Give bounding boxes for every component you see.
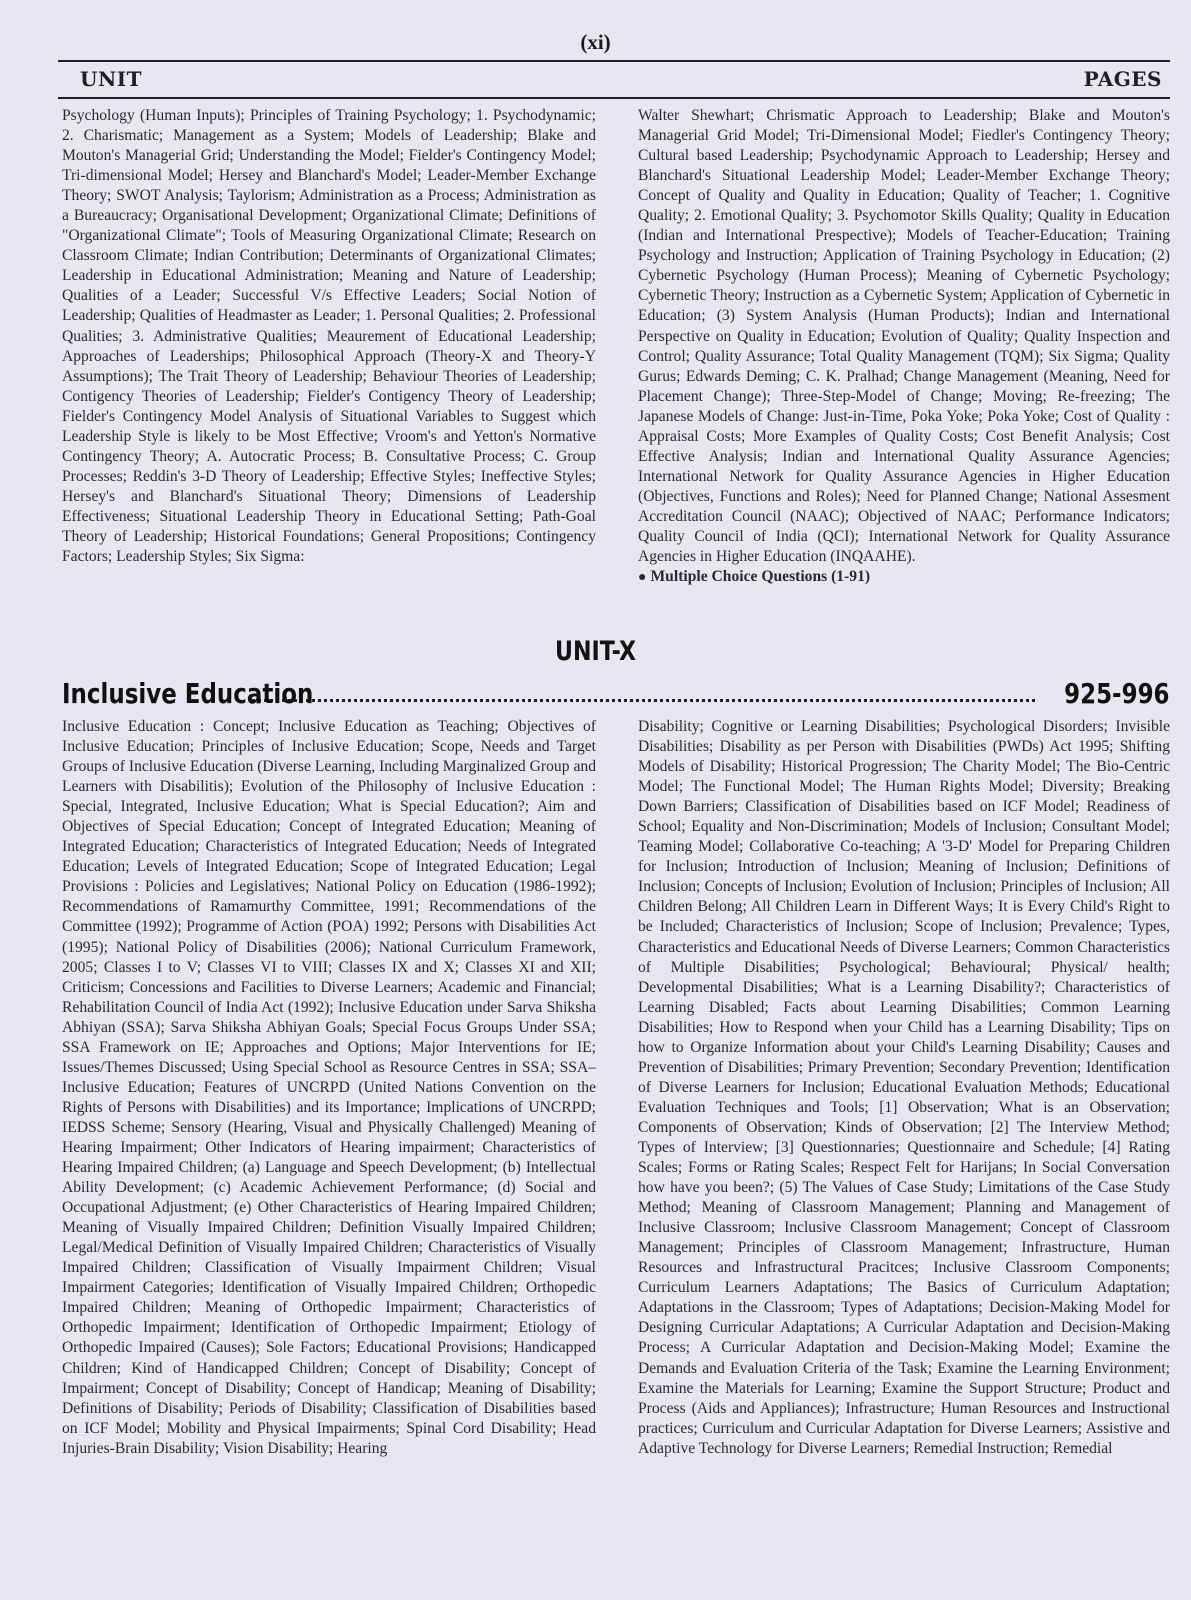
header-rule [58,97,1170,99]
top-rule [58,60,1170,62]
bottom-left-column [62,717,596,1459]
bullet-icon: ● [638,570,647,586]
top-right-text: Walter Shewhart; Chrismatic Approach to Leadership; Blake and Mouton's Managerial Grid Model; Tri-Dimensional Model; Fiedler's Contingency Theory; Cultural based Leadership; Psychodynamic Approach to Leadership; Hersey and Blanchard's Situational Leadership Model; Leader-Member Exchange Theory; Concept of Quality and Quality in Education; Quality of Teacher; 1. Cognitive Quality; 2. Emotional Quality; 3. Psychomotor Skills Quality; Quality in Education (Indian and International Prespective); Models of Teacher-Education; Training Psychology and Instruction; Application of Training Psychology in Education; (2) Cybernetic Psychology (Human Process); Meaning of Cybernetic Psychology; Cybernetic Theory; Instruction as a Cybernetic System; Application of Cybernetic in Education; (3) System Analysis (Human Products); Indian and International Perspective on Quality in Education; Evolution of Quality; Quality Inspection and Control; Quality Assurance; Total Quality Management (TQM); Six Sigma; Quality Gurus; Edwards Deming; C. K. Pralhad; Change Management (Meaning, Need for Placement Change); Three-Step-Model of Change; Moving; Re-freezing; The Japanese Models of Change: Just-in-Time, Poka Yoke; Poka Yoke; Cost of Quality : Appraisal Costs; More Examples of Quality Costs; Cost Benefit Analysis; Cost Effective Analysis; Indian and International Quality Assurance Agencies; International Network for Quality Assurance Agencies in Higher Education (Objectives, Functions and Roles); Need for Planned Change; National Assesment Accreditation Council (NAAC); Objectived of NAAC; Performance Indicators; Quality Council of India (QCI); International Network for Quality Assurance Agencies in Higher Education (INQAAHE). [638,107,1170,566]
top-right-column [638,106,1170,588]
section-page-range: 925-996 [1064,677,1170,710]
mcq-label: Multiple Choice Questions (1-91) [650,568,871,586]
page-number: (xi) [580,30,611,54]
section-heading [62,670,1170,710]
unit-column-header: UNIT [80,67,142,91]
section-name: Inclusive Education [62,677,314,710]
unit-title: UNIT-X [554,636,637,667]
top-left-column [62,106,596,567]
table-header [80,67,1162,97]
pages-column-header: PAGES [1083,67,1162,91]
dot-leader [252,698,1035,702]
mcq-line [638,567,1170,588]
bottom-left-text: Inclusive Education : Concept; Inclusive Education as Teaching; Objectives of Inclusive Education; Principles of Inclusive Education; Scope, Needs and Target Groups of Inclusive Education (Diverse Learning, Including Marginalized Group and Learners with Disabilitis); Evolution of the Philosophy of Inclusive Education : Special, Integrated, Inclusive Education; What is Special Education?; Aim and Objectives of Special Education; Concept of Integrated Education; Meaning of Integrated Education; Characteristics of Integrated Education; Needs of Integrated Education; Levels of Integrated Education; Scope of Integrated Education; Legal Provisions : Policies and Legislatives; National Policy on Education (1986-1992); Recommendations of Ramamurthy Committee, 1991; Recommendations of the Committee (1992); Programme of Action (POA) 1992; Persons with Disabilities Act (1995); National Policy of Disabilities (2006); National Curriculum Framework, 2005; Classes I to V; Classes VI to VIII; Classes IX and X; Classes XI and XII; Criticism; Concessions and Facilities to Diverse Learners; Academic and Financial; Rehabilitation Council of India Act (1992); Inclusive Education under Sarva Shiksha Abhiyan (SSA); Sarva Shiksha Abhiyan Goals; Special Focus Groups Under SSA; SSA Framework on IE; Approaches and Options; Major Interventions for IE; Issues/Themes Discussed; Using Special School as Resource Centres in SSA; SSA–Inclusive Education; Features of UNCRPD (United Nations Convention on the Rights of Persons with Disabilities) and its Importance; Implications of UNCRPD; IEDSS Scheme; Sensory (Hearing, Visual and Physically Challenged) Meaning of Hearing Impairment; Other Indicators of Hearing impairment; Characteristics of Hearing Impaired Children; (a) Language and Speech Development; (b) Intellectual Ability Development; (c) Academic Achievement Performance; (d) Social and Occupational Adjustment; (e) Other Characteristics of Hearing Impaired Children; Meaning of Visually Impaired Children; Definition Visually Impaired Children; Legal/Medical Definition of Visually Impaired Children; Characteristics of Visually Impaired Children; Classification of Visually Impairment Children; Visual Impairment Categories; Identification of Visually Impaired Children; Orthopedic Impaired Children; Meaning of Orthopedic Impairment; Characteristics of Orthopedic Impairment; Identification of Orthopedic Impairment; Etiology of Orthopedic Impaired (Causes); Sole Factors; Educational Provisions; Handicapped Children; Kind of Handicapped Children; Concept of Disability; Concept of Impairment; Concept of Disability; Concept of Handicap; Meaning of Disability; Definitions of Disability; Periods of Disability; Classification of Disabilities based on ICF Model; Mobility and Physical Impairments; Spinal Cord Disability; Head Injuries-Brain Disability; Vision Disability; Hearing [62,718,596,1457]
bottom-right-text: Disability; Cognitive or Learning Disabilities; Psychological Disorders; Invisible Disabilities; Disability as per Person with Disabilities (PWDs) Act 1995; Shifting Models of Disability; Historical Progression; The Charity Model; The Bio-Centric Model; The Functional Model; The Human Rights Model; Diversity; Breaking Down Barriers; Classification of Disabilities based on ICF Model; Readiness of School; Equality and Non-Discrimination; Models of Inclusion; Consultant Model; Teaming Model; Collaborative Co-teaching; A '3-D' Model for Preparing Children for Inclusion; Introduction of Inclusion; Meaning of Inclusion; Definitions of Inclusion; Concepts of Inclusion; Evolution of Inclusion; Principles of Inclusion; All Children Belong; All Children Learn in Different Ways; It is Every Child's Right to be Included; Characteristics of Inclusion; Scope of Inclusion; Prevalence; Types, Characteristics and Educational Needs of Diverse Learners; Common Characteristics of Multiple Disabilities; Psychological; Behavioural; Physical/ health; Developmental Disabilities; What is a Learning Disability?; Characteristics of Learning Disabled; Facts about Learning Disabilities; Common Learning Disabilities; How to Respond when your Child has a Learning Disability; Tips on how to Organize Information about your Child's Learning Disability; Causes and Prevention of Disabilities; Primary Prevention; Secondary Prevention; Identification of Diverse Learners for Inclusion; Educational Evaluation Methods; Educational Evaluation Techniques and Tools; [1] Observation; What is an Observation; Components of Observation; Kinds of Observation; [2] The Interview Method; Types of Interview; [3] Questionnaries; Questionnaire and Schedule; [4] Rating Scales; Forms or Rating Scales; Respect Felt for Harijans; In Social Conversation how have you been?; (5) The Values of Case Study; Limitations of the Case Study Method; Meaning of Classroom Management; Planning and Management of Inclusive Classroom; Inclusive Classroom Management; Concept of Classroom Management; Principles of Classroom Management; Infrastructure, Human Resources and Infrastructural Pracitces; Inclusive Classroom Components; Curriculum Learners Adaptations; The Basics of Curriculum Adaptation; Adaptations in the Classroom; Types of Adaptations; Decision-Making Model for Designing Curricular Adaptations; A Curricular Adaptation and Decision-Making Process; A Curricular Adaptation and Decision-Making Model; Examine the Demands and Evaluation Criteria of the Task; Examine the Learning Environment; Examine the Materials for Learning; Examine the Support Structure; Product and Process (Aids and Appliances); Infrastructure; Human Resources and Instructional practices; Curriculum and Curricular Adaptation for Diverse Learners; Assistive and Adaptive Technology for Diverse Learners; Remedial Instruction; Remedial [638,718,1170,1457]
bottom-right-column [638,717,1170,1459]
top-left-text: Psychology (Human Inputs); Principles of Training Psychology; 1. Psychodynamic; 2. Charismatic; Management as a System; Models of Leadership; Blake and Mouton's Managerial Grid; Understanding the Model; Fielder's Contingency Model; Tri-dimensional Model; Hersey and Blanchard's Model; Leader-Member Exchange Theory; SWOT Analysis; Taylorism; Administration as a Process; Administration as a Bureaucracy; Organisational Development; Organizational Climate; Definitions of "Organizational Climate"; Tools of Measuring Organizational Climate; Research on Classroom Climate; Indian Contribution; Determinants of Organizational Climates; Leadership in Educational Administration; Meaning and Nature of Leadership; Qualities of a Leader; Successful V/s Effective Leaders; Social Notion of Leadership; Qualities of Headmaster as Leader; 1. Personal Qualities; 2. Professional Qualities; 3. Administrative Qualities; Meaurement of Educational Leadership; Approaches of Leaderships; Philosophical Approach (Theory-X and Theory-Y Assumptions); The Trait Theory of Leadership; Behaviour Theories of Leadership; Contigency Theories of Leadership; Fielder's Contigency Theory of Leadership; Fielder's Contingency Model Analysis of Situational Variables to Suggest which Leadership Style is likely to be Most Effective; Vroom's and Yetton's Normative Contingency Theory; A. Autocratic Process; B. Consultative Process; C. Group Processes; Reddin's 3-D Theory of Leadership; Effective Styles; Ineffective Styles; Hersey's and Blanchard's Situational Theory; Dimensions of Leadership Effectiveness; Situational Leadership Theory in Educational Setting; Path-Goal Theory of Leadership; Historical Foundations; General Propositions; Contingency Factors; Leadership Styles; Six Sigma: [62,107,596,566]
